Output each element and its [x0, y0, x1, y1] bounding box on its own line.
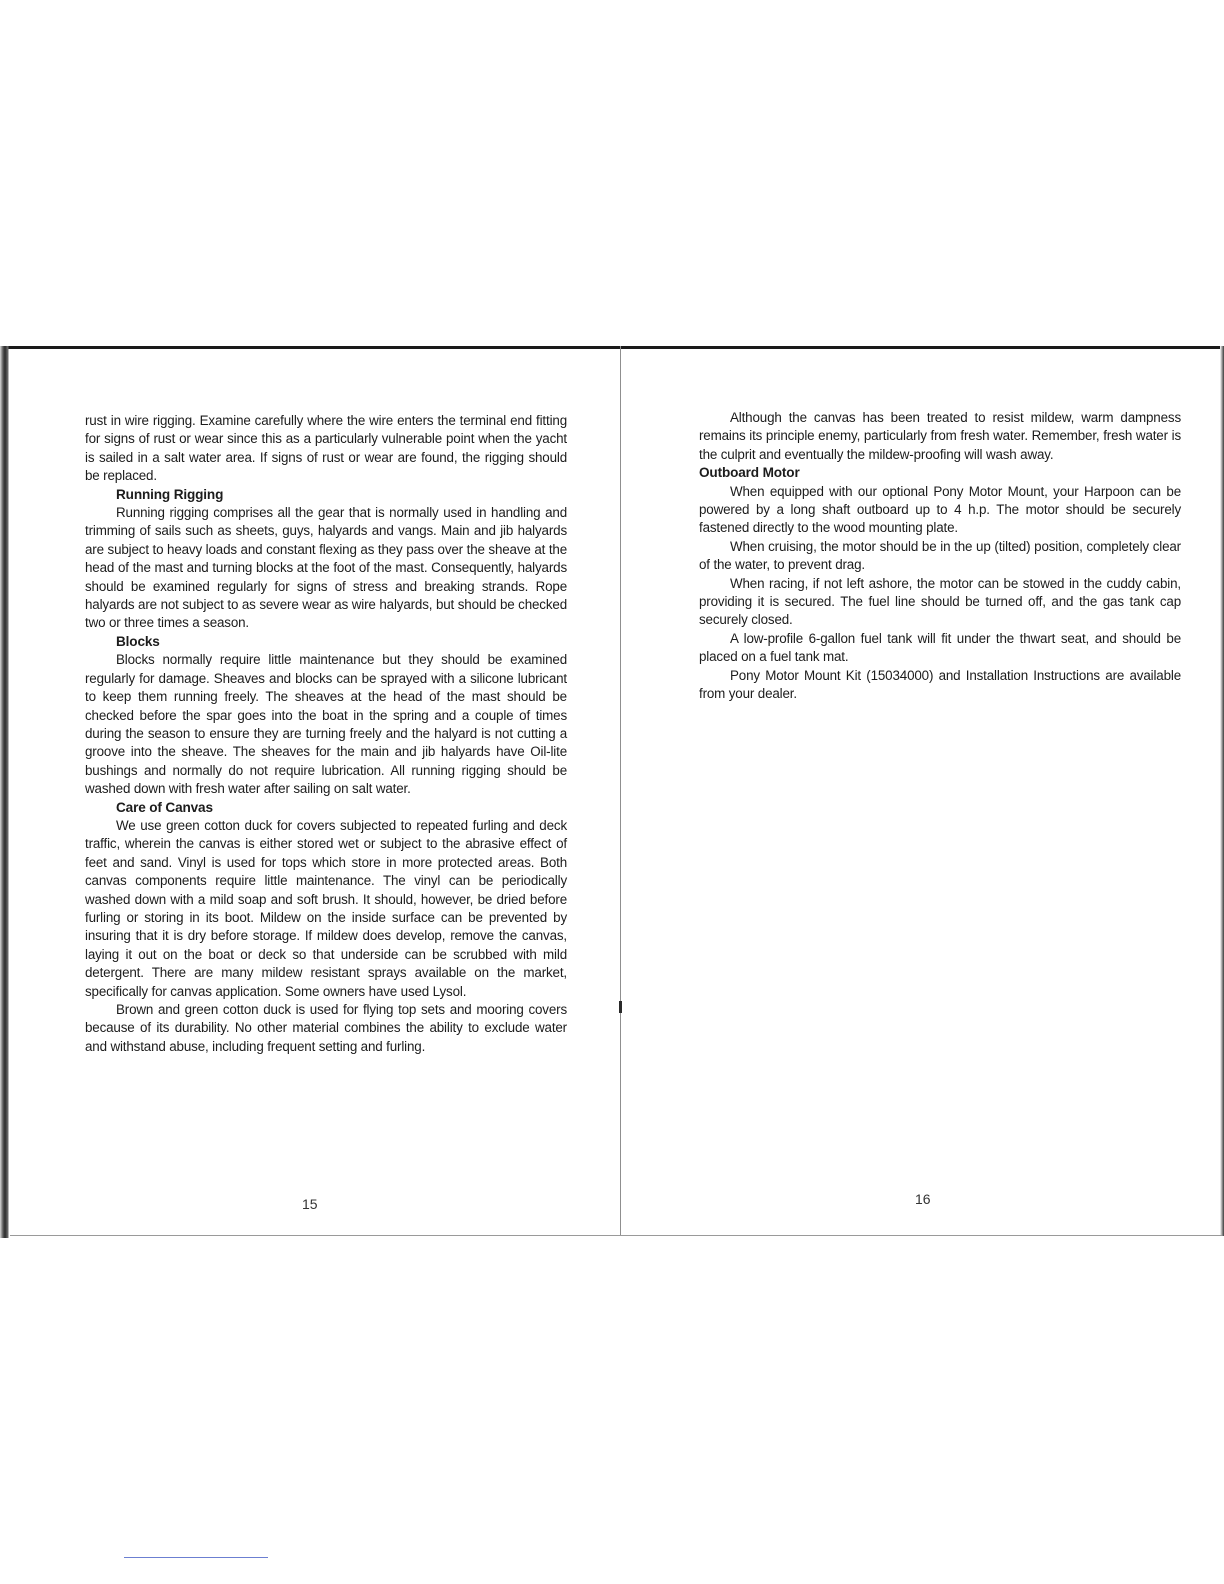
- heading-running-rigging: Running Rigging: [116, 486, 224, 502]
- heading-outboard-motor: Outboard Motor: [699, 465, 800, 481]
- paragraph-blocks: Blocks normally require little maintenance but they should be examined regularly for damage. Sheaves and blocks can be sprayed with a silicone lubricant to keep them running freely. The sheaves at the head of the mast should be checked before the spar goes into the boat in the spring and a couple of times during the season to ensure they are turning freely and the halyard is not cutting a groove into the sheave. The sheaves for the main and jib halyards have Oil-lite bushings and normally do not require lubrication. All running rigging should be washed down with fresh water after sailing on salt water.: [85, 652, 567, 797]
- paragraph-cruising: When cruising, the motor should be in the up (tilted) position, completely clear of the water, to prevent drag.: [699, 538, 1181, 573]
- paragraph-pony-motor-mount: When equipped with our optional Pony Motor Mount, your Harpoon can be powered by a long shaft outboard up to 4 h.p. The motor should be securely fastened directly to the wood mounting plate.: [699, 483, 1181, 536]
- left-page: [10, 346, 618, 1236]
- paragraph-fuel-tank: A low-profile 6-gallon fuel tank will fit under the thwart seat, and should be placed on a fuel tank mat.: [699, 630, 1181, 665]
- paragraph-rust-in-wire-rigging: rust in wire rigging. Examine carefully where the wire enters the terminal end fitting for signs of rust or wear since this as a particularly vulnerable point when the yacht is sailed in a salt water area. If signs of rust or wear are found, the rigging should be replaced.: [85, 413, 567, 484]
- paragraph-canvas-materials: We use green cotton duck for covers subjected to repeated furling and deck traffic, wherein the canvas is either stored wet or subject to the abrasive effect of feet and sand. Vinyl is used for tops which store in more protected areas. Both canvas components require little maintenance. The vinyl can be periodically washed down with a mild soap and soft brush. It should, however, be dried before furling or storing in its boot. Mildew on the inside surface can be prevented by insuring that it is dry before storage. If mildew does develop, remove the canvas, laying it out on the boat or deck so that underside can be scrubbed with mild detergent. There are many mildew resistant sprays available on the market, specifically for canvas application. Some owners have used Lysol.: [85, 817, 567, 999]
- paragraph-racing: When racing, if not left ashore, the motor can be stowed in the cuddy cabin, providing it is secured. The fuel line should be turned off, and the gas tank cap securely closed.: [699, 575, 1181, 628]
- heading-blocks: Blocks: [116, 633, 160, 649]
- page-number-left: 15: [302, 1196, 318, 1212]
- right-page-edge: [1220, 346, 1224, 1236]
- paragraph-cotton-duck: Brown and green cotton duck is used for flying top sets and mooring covers because of its durability. No other material combines the ability to exclude water and withstand abuse, including frequent setting and furling.: [85, 1002, 567, 1054]
- left-page-text-column: [85, 412, 567, 1056]
- heading-care-of-canvas: Care of Canvas: [116, 799, 213, 815]
- left-binding-shadow: [0, 346, 9, 1238]
- right-page: [622, 346, 1220, 1236]
- paragraph-running-rigging: Running rigging comprises all the gear that is normally used in handling and trimming of sails such as sheets, guys, halyards and vangs. Main and jib halyards are subject to heavy loads and constant flexing as they pass over the sheave at the head of the mast and turning blocks at the foot of the mast. Consequently, halyards should be examined regularly for signs of stress and breaking strands. Rope halyards are not subject to as severe wear as wire halyards, but should be checked two or three times a season.: [85, 505, 567, 631]
- paragraph-mildew-warning: Although the canvas has been treated to resist mildew, warm dampness remains its principle enemy, particularly from fresh water. Remember, fresh water is the culprit and eventually the mildew-proofing will wash away.: [699, 410, 1181, 462]
- book-spread: [0, 346, 1224, 1236]
- right-page-text-column: [699, 409, 1181, 704]
- center-gutter: [620, 346, 621, 1236]
- footnote-separator-line: [124, 1557, 268, 1558]
- paragraph-motor-mount-kit: Pony Motor Mount Kit (15034000) and Installation Instructions are available from your dealer.: [699, 667, 1181, 702]
- page-number-right: 16: [915, 1191, 931, 1207]
